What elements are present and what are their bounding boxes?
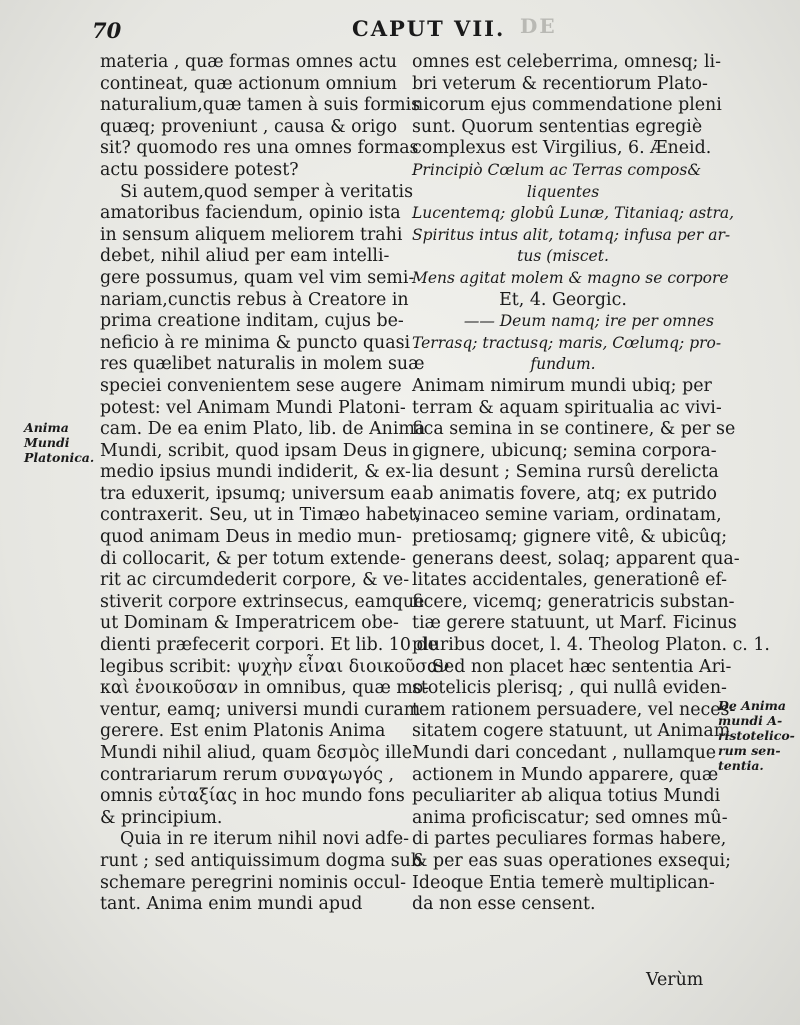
text-line: stiverit corpore extrinsecus, eamque bbox=[100, 591, 425, 612]
text-line: lia desunt ; Semina rursû derelicta bbox=[412, 462, 719, 483]
bleedthrough-text: DE bbox=[520, 14, 557, 38]
text-line: Animam nimirum mundi ubiq; per bbox=[412, 375, 712, 396]
text-line: complexus est Virgilius, 6. Æneid. bbox=[412, 138, 712, 159]
text-line: debet, nihil aliud per eam intelli- bbox=[100, 246, 390, 267]
verse-line: Principiò Cœlum ac Terras compos& bbox=[412, 160, 702, 179]
text-line: tant. Anima enim mundi apud bbox=[100, 894, 363, 915]
verse-line: liquentes bbox=[526, 182, 600, 201]
text-line: cam. De ea enim Plato, lib. de Anima bbox=[100, 419, 426, 440]
text-line: pluribus docet, l. 4. Theolog Platon. c. 1. bbox=[412, 635, 770, 656]
text-line: Ideoque Entia temerè multiplican- bbox=[412, 872, 715, 893]
text-line: ficere, vicemq; generatricis substan- bbox=[412, 591, 735, 612]
text-line: ab animatis fovere, atq; ex putrido bbox=[412, 483, 718, 504]
text-line: materia , quæ formas omnes actu bbox=[100, 52, 397, 72]
text-line: Et, 4. Georgic. bbox=[499, 289, 627, 310]
text-line: bri veterum & recentiorum Plato- bbox=[412, 73, 708, 94]
text-line: res quælibet naturalis in molem suæ bbox=[100, 354, 425, 375]
text-line: tra eduxerit, ipsumq; universum ea bbox=[100, 483, 411, 504]
text-line: καὶ ἐνοικοῦσαν in omnibus, quæ mo- bbox=[100, 678, 430, 699]
text-line: & principium. bbox=[100, 807, 223, 828]
text-line: sunt. Quorum sententias egregiè bbox=[412, 116, 703, 137]
text-line: contraxerit. Seu, ut in Timæo habet, bbox=[100, 505, 422, 526]
text-line: & per eas suas operationes exsequi; bbox=[412, 850, 731, 871]
running-head: CAPUT VII. bbox=[352, 16, 506, 41]
verse-line: —— Deum namq; ire per omnes bbox=[463, 312, 714, 331]
text-line: tiæ gerere statuunt, ut Marf. Ficinus bbox=[412, 613, 737, 634]
margin-note-left bbox=[24, 420, 94, 465]
text-line: sitatem cogere statuunt, ut Animam bbox=[412, 721, 731, 742]
text-line: di partes peculiares formas habere, bbox=[412, 829, 727, 850]
text-line: gerere. Est enim Platonis Anima bbox=[100, 721, 386, 742]
text-line: legibus scribit: ψυχὴν εἶναι διοικοῦσαν bbox=[100, 656, 450, 677]
text-line: schemare peregrini nominis occul- bbox=[100, 872, 407, 893]
verse-line: Terrasq; tractusq; maris, Cœlumq; pro- bbox=[412, 333, 722, 352]
text-line: Si autem,quod semper à veritatis bbox=[120, 181, 414, 202]
margin-note-line: Mundi bbox=[24, 435, 70, 450]
text-line: gignere, ubicunq; semina corpora- bbox=[412, 440, 717, 461]
page-number: 70 bbox=[92, 18, 122, 43]
text-line: actionem in Mundo apparere, quæ bbox=[412, 764, 719, 785]
text-line: tem rationem persuadere, vel neces- bbox=[412, 699, 736, 720]
text-line: ut Dominam & Imperatricem obe- bbox=[100, 613, 399, 634]
text-line: medio ipsius mundi indiderit, & ex- bbox=[100, 462, 411, 483]
text-line: Quia in re iterum nihil novi adfe- bbox=[120, 829, 410, 850]
text-line: neficio à re minima & puncto quasi bbox=[100, 332, 411, 353]
text-line: generans deest, solaq; apparent qua- bbox=[412, 548, 740, 569]
text-line: sit? quomodo res una omnes formas bbox=[100, 138, 419, 159]
margin-note-line: mundi A- bbox=[718, 713, 783, 728]
margin-note-right bbox=[718, 698, 794, 773]
text-line: vinaceo semine variam, ordinatam, bbox=[412, 505, 722, 526]
verse-line: Spiritus intus alit, totamq; infusa per ar- bbox=[412, 225, 731, 244]
margin-note-line: rum sen- bbox=[718, 743, 781, 758]
text-line: actu possidere potest? bbox=[100, 159, 299, 180]
text-line: Mundi dari concedant , nullamque bbox=[412, 743, 717, 763]
catchword: Verùm bbox=[646, 970, 704, 990]
text-line: nariam,cunctis rebus à Creatore in bbox=[100, 289, 409, 310]
margin-note-line: ristotelico- bbox=[718, 728, 795, 743]
text-line: peculiariter ab aliqua totius Mundi bbox=[412, 786, 721, 807]
text-line: ventur, eamq; universi mundi curam bbox=[100, 699, 421, 720]
margin-note-line: Platonica. bbox=[24, 450, 95, 465]
text-line: runt ; sed antiquissimum dogma sub bbox=[100, 850, 423, 871]
margin-note-line: tentia. bbox=[718, 758, 764, 773]
text-line: litates accidentales, generationê ef- bbox=[412, 570, 728, 591]
text-line: Mundi nihil aliud, quam δεσμὸς ille bbox=[100, 743, 413, 763]
text-line: stotelicis plerisq; , qui nullâ eviden- bbox=[412, 678, 727, 699]
text-line: gere possumus, quam vel vim semi- bbox=[100, 267, 415, 288]
text-line: Mundi, scribit, quod ipsam Deus in bbox=[100, 440, 410, 461]
text-line: potest: vel Animam Mundi Platoni- bbox=[100, 397, 406, 418]
text-line: quod animam Deus in medio mun- bbox=[100, 527, 402, 548]
text-line: terram & aquam spiritualia ac vivi- bbox=[412, 397, 722, 418]
margin-note-line: Anima bbox=[24, 420, 69, 435]
text-line: prima creatione inditam, cujus be- bbox=[100, 311, 404, 332]
verse-line: Mens agitat molem & magno se corpore bbox=[412, 268, 729, 287]
text-line: omnis εὐταξίας in hoc mundo fons bbox=[100, 786, 405, 807]
text-line: speciei convenientem sese augere bbox=[100, 375, 402, 396]
text-line: Sed non placet hæc sententia Ari- bbox=[432, 656, 732, 677]
text-line: dienti præfecerit corpori. Et lib. 10 de bbox=[100, 635, 438, 656]
text-line: omnes est celeberrima, omnesq; li- bbox=[412, 52, 721, 72]
text-line: fica semina in se continere, & per se bbox=[412, 419, 736, 440]
text-line: pretiosamq; gignere vitê, & ubicûq; bbox=[412, 527, 728, 548]
text-line: amatoribus faciendum, opinio ista bbox=[100, 203, 401, 224]
text-line: contineat, quæ actionum omnium bbox=[100, 73, 398, 94]
text-line: in sensum aliquem meliorem trahi bbox=[100, 224, 403, 245]
verse-line: fundum. bbox=[530, 355, 596, 374]
text-line: anima proficiscatur; sed omnes mû- bbox=[412, 807, 728, 828]
left-column bbox=[100, 52, 450, 916]
text-line: naturalium,quæ tamen à suis formis bbox=[100, 95, 421, 116]
text-line: contrariarum rerum συναγωγός , bbox=[100, 764, 394, 785]
verse-line: Lucentemq; globû Lunæ, Titaniaq; astra, bbox=[412, 204, 735, 223]
verse-line: tus (miscet. bbox=[517, 247, 609, 266]
text-line: di collocarit, & per totum extende- bbox=[100, 548, 406, 569]
margin-note-line: De Anima bbox=[718, 698, 787, 713]
text-line: quæq; proveniunt , causa & origo bbox=[100, 116, 398, 137]
text-line: da non esse censent. bbox=[412, 894, 596, 915]
text-line: rit ac circumdederit corpore, & ve- bbox=[100, 570, 410, 591]
text-line: nicorum ejus commendatione pleni bbox=[412, 95, 722, 116]
